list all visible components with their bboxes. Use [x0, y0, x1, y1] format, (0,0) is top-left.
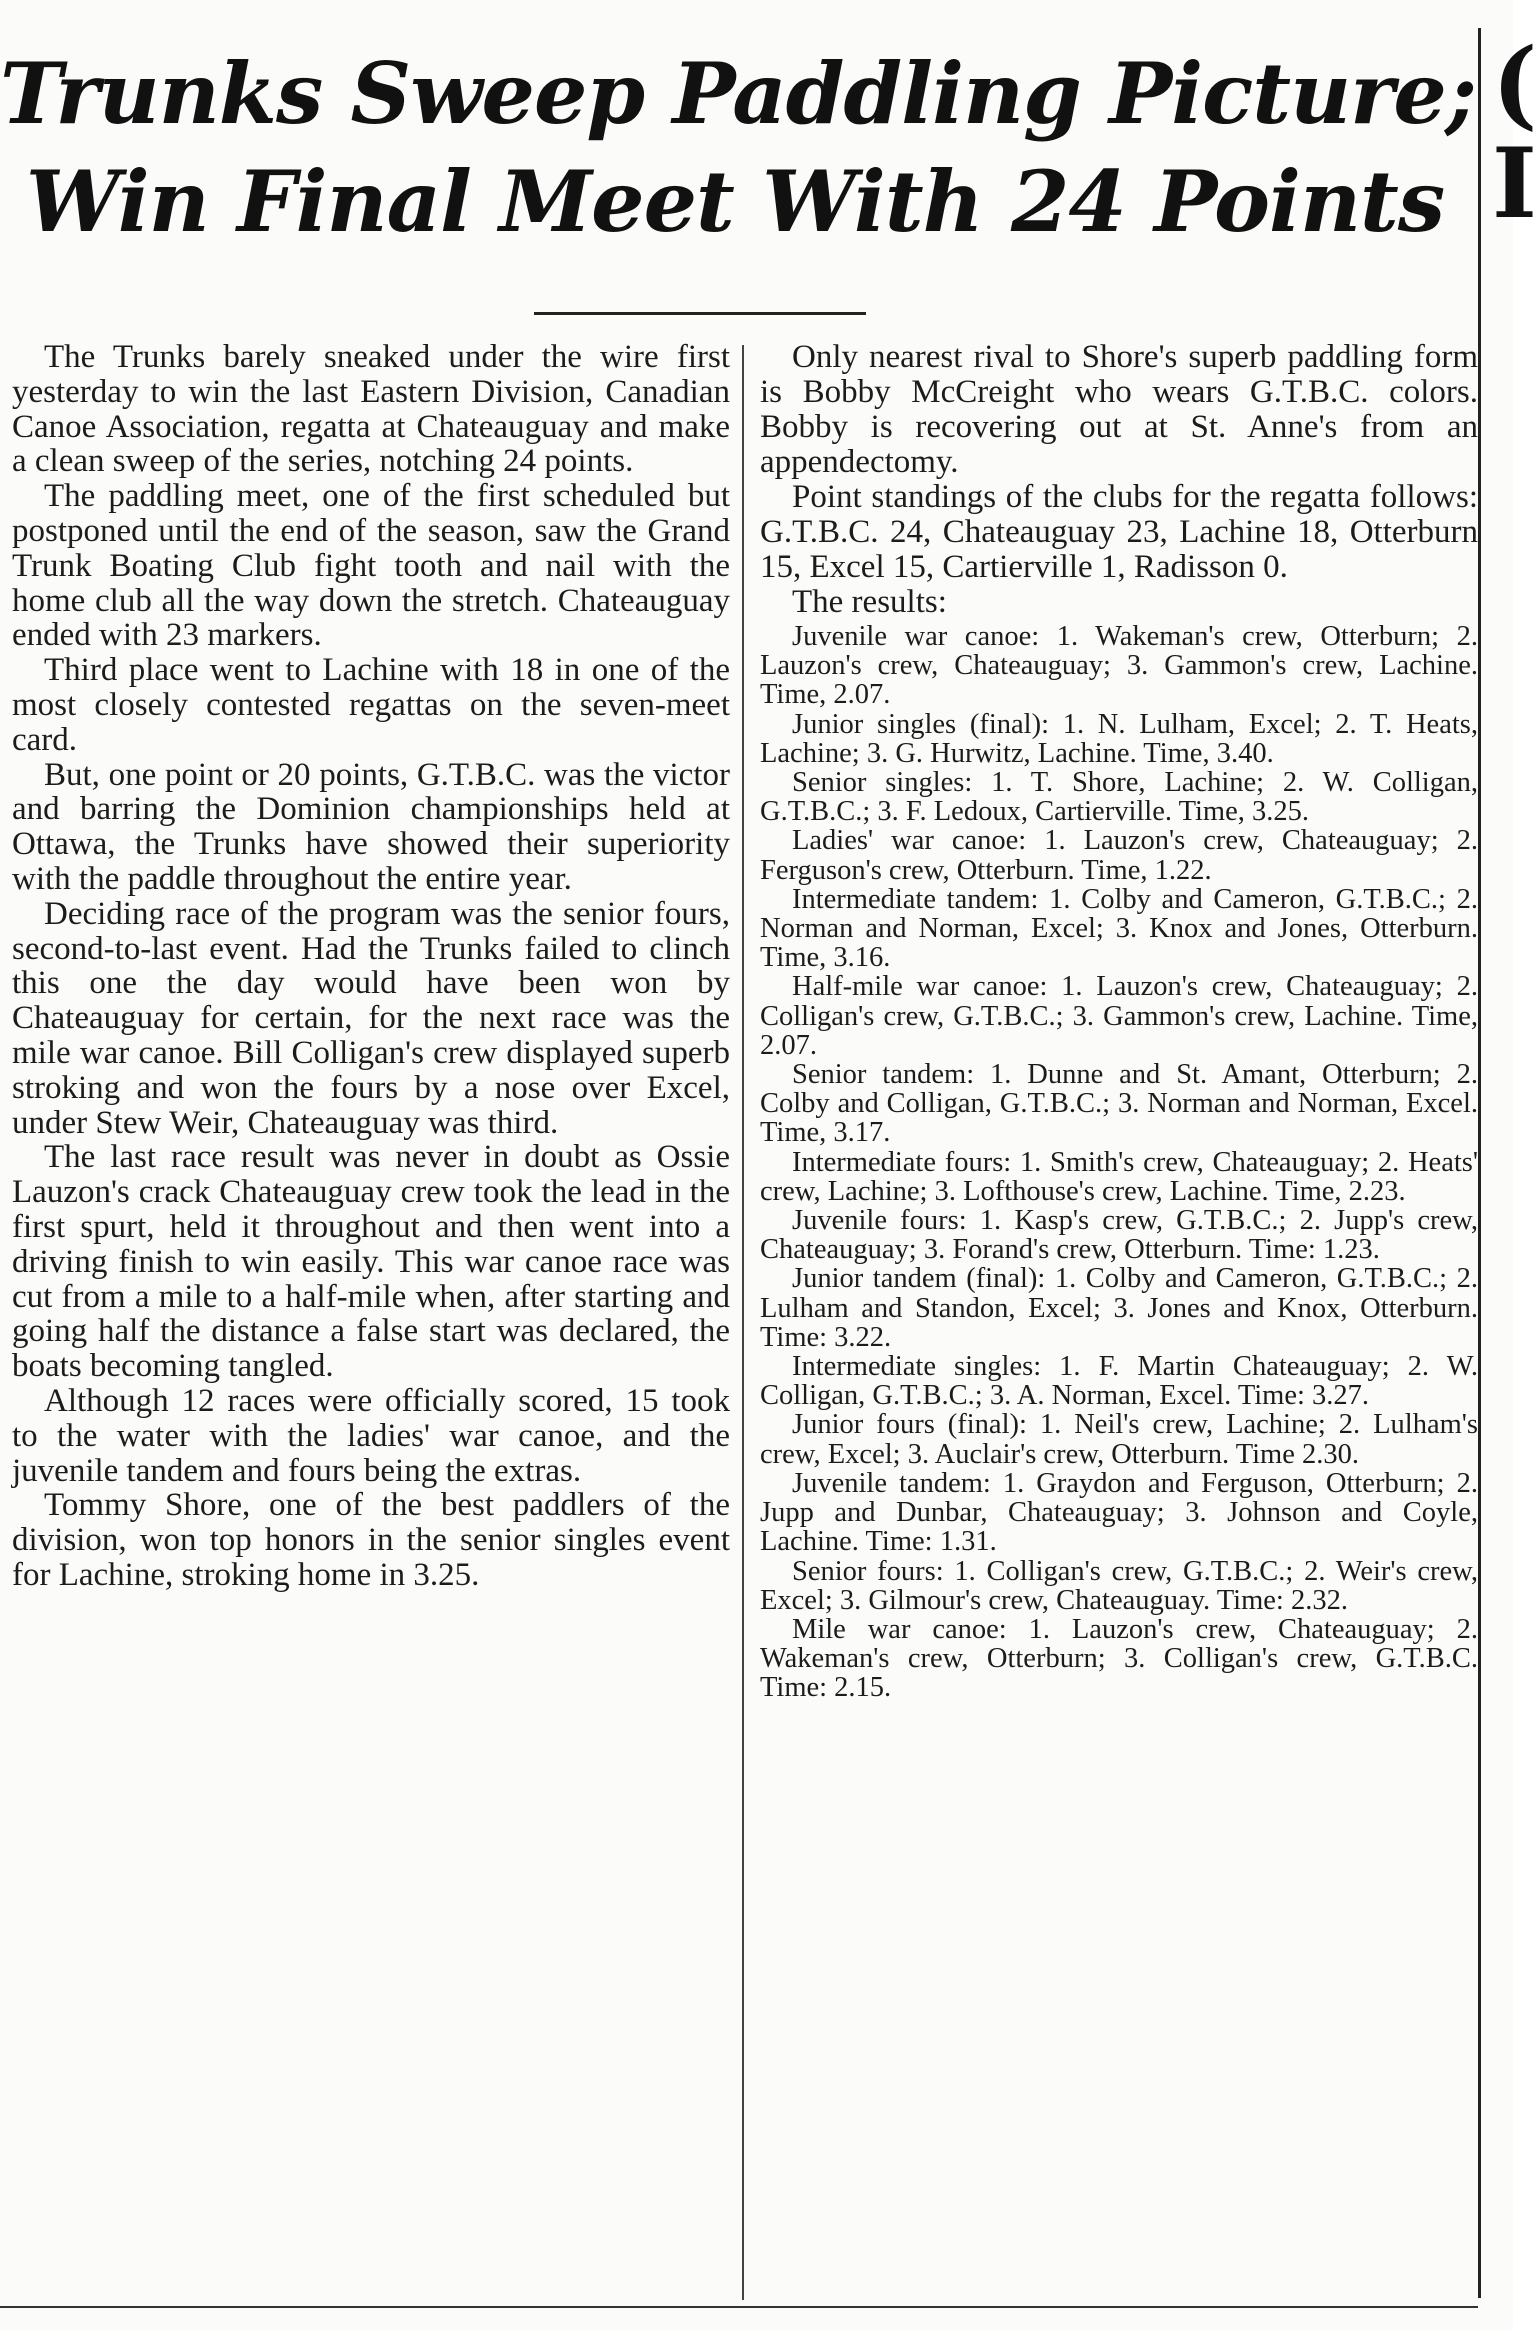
result-item: Juvenile war canoe: 1. Wakeman's crew, Otterburn; 2. Lauzon's crew, Chateauguay; 3. Gammon's crew, Lachine. Time, 2.07. [760, 621, 1478, 711]
results-list [760, 622, 1478, 1703]
bottom-rule [0, 2306, 1478, 2308]
headline [0, 40, 1476, 256]
paragraph: The Trunks barely sneaked under the wire first yesterday to win the last Eastern Division, Canadian Canoe Association, regatta at Chateauguay and make a clean sweep of the series, notching 24 points. [12, 339, 730, 480]
edge-fragment-middle: I [1492, 127, 1537, 240]
result-item: Senior singles: 1. T. Shore, Lachine; 2. W. Colligan, G.T.B.C.; 3. F. Ledoux, Cartierville. Time, 3.25. [760, 767, 1478, 828]
result-item: Junior tandem (final): 1. Colby and Cameron, G.T.B.C.; 2. Lulham and Standon, Excel; 3. Jones and Knox, Otterburn. Time: 3.22. [760, 1263, 1478, 1353]
paragraph: Only nearest rival to Shore's superb paddling form is Bobby McCreight who wears G.T.B.C. colors. Bobby is recovering out at St. Anne's from an appendectomy. [760, 339, 1478, 480]
article-column-right [760, 340, 1478, 1703]
result-item: Senior fours: 1. Colligan's crew, G.T.B.C.; 2. Weir's crew, Excel; 3. Gilmour's crew, Chateauguay. Time: 2.32. [760, 1555, 1478, 1616]
paragraph: But, one point or 20 points, G.T.B.C. was the victor and barring the Dominion championships held at Ottawa, the Trunks have showed their superiority with the paddle throughout the entire year. [12, 756, 730, 897]
paragraph: Tommy Shore, one of the best paddlers of the division, won top honors in the senior singles event for Lachine, stroking home in 3.25. [12, 1487, 730, 1593]
column-divider [742, 345, 744, 2300]
result-item: Juvenile tandem: 1. Graydon and Ferguson, Otterburn; 2. Jupp and Dunbar, Chateauguay; 3. Johnson and Coyle, Lachine. Time: 1.31. [760, 1467, 1478, 1558]
paragraph: The last race result was never in doubt as Ossie Lauzon's crack Chateauguay crew took the lead in the first spurt, held it throughout and then went into a driving finish to win easily. This war canoe race was cut from a mile to a half-mile when, after starting and going half the distance a false start was declared, the boats becoming tangled. [12, 1139, 730, 1385]
result-item: Intermediate tandem: 1. Colby and Cameron, G.T.B.C.; 2. Norman and Norman, Excel; 3. Knox and Jones, Otterburn. Time, 3.16. [760, 883, 1478, 974]
result-item: Intermediate singles: 1. F. Martin Chateauguay; 2. W. Colligan, G.T.B.C.; 3. A. Norman, Excel. Time: 3.27. [760, 1351, 1478, 1412]
result-item: Junior singles (final): 1. N. Lulham, Excel; 2. T. Heats, Lachine; 3. G. Hurwitz, Lachine. Time, 3.40. [760, 708, 1478, 769]
column-border-rule [1478, 28, 1481, 2298]
point-standings: Point standings of the clubs for the regatta follows: G.T.B.C. 24, Chateauguay 23, Lachine 18, Otterburn 15, Excel 15, Cartierville 1, Radisson 0. [760, 479, 1478, 585]
headline-divider [534, 312, 866, 315]
article-column-left [12, 340, 730, 1593]
result-item: Juvenile fours: 1. Kasp's crew, G.T.B.C.; 2. Jupp's crew, Chateauguay; 3. Forand's crew, Otterburn. Time: 1.23. [760, 1205, 1478, 1266]
headline-line-1: Trunks Sweep Paddling Picture; [0, 44, 1476, 143]
result-item: Senior tandem: 1. Dunne and St. Amant, Otterburn; 2. Colby and Colligan, G.T.B.C.; 3. Norman and Norman, Excel. Time, 3.17. [760, 1059, 1478, 1149]
result-item: Junior fours (final): 1. Neil's crew, Lachine; 2. Lulham's crew, Excel; 3. Auclair's crew, Otterburn. Time 2.30. [760, 1409, 1478, 1470]
result-item: Ladies' war canoe: 1. Lauzon's crew, Chateauguay; 2. Ferguson's crew, Otterburn. Time, 1.22. [760, 825, 1478, 886]
result-item: Mile war canoe: 1. Lauzon's crew, Chateauguay; 2. Wakeman's crew, Otterburn; 3. Colligan's crew, G.T.B.C. Time: 2.15. [760, 1613, 1478, 1704]
adjacent-column-edge [1490, 0, 1537, 2331]
result-item: Half-mile war canoe: 1. Lauzon's crew, Chateauguay; 2. Colligan's crew, G.T.B.C.; 3. Gammon's crew, Lachine. Time, 2.07. [760, 971, 1478, 1061]
results-heading: The results: [792, 584, 947, 620]
headline-line-2: Win Final Meet With 24 Points [25, 152, 1445, 251]
paragraph: Although 12 races were officially scored, 15 took to the water with the ladies' war canoe, and the juvenile tandem and fours being the extras. [12, 1382, 730, 1489]
paragraph: Deciding race of the program was the senior fours, second-to-last event. Had the Trunks failed to clinch this one the day would have been won by Chateauguay for certain, for the next race was the mile war canoe. Bill Colligan's crew displayed superb stroking and won the fours by a nose over Excel, under Stew Weir, Chateauguay was third. [12, 895, 730, 1141]
paragraph: The paddling meet, one of the first scheduled but postponed until the end of the season, saw the Grand Trunk Boating Club fight tooth and nail with the home club all the way down the stretch. Chateauguay ended with 23 markers. [12, 478, 730, 654]
edge-fragment-top: ( [1492, 27, 1537, 140]
paragraph: Third place went to Lachine with 18 in one of the most closely contested regattas on the seven-meet card. [12, 652, 730, 758]
result-item: Intermediate fours: 1. Smith's crew, Chateauguay; 2. Heats' crew, Lachine; 3. Lofthouse's crew, Lachine. Time, 2.23. [760, 1146, 1478, 1207]
